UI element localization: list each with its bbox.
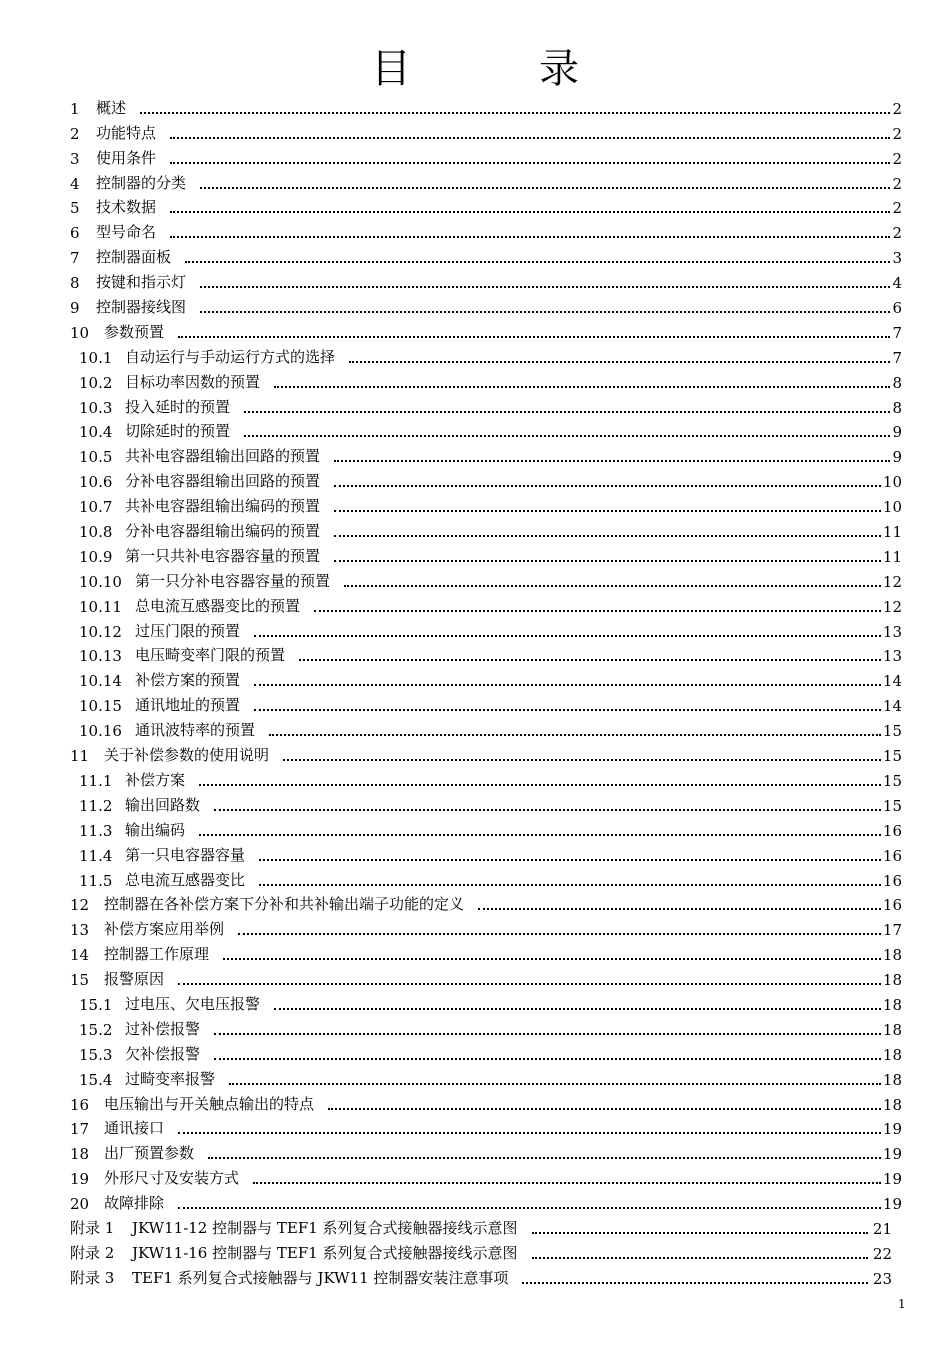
toc-entry-page: 18 <box>882 1045 902 1064</box>
toc-entry[interactable] <box>70 1163 902 1188</box>
dot-leader <box>214 1048 881 1060</box>
toc-entry-page: 19 <box>882 1195 902 1214</box>
toc-entry[interactable] <box>70 1138 902 1163</box>
toc-entry[interactable] <box>70 964 902 989</box>
toc-entry-number: 14 <box>70 946 90 965</box>
dot-leader <box>170 152 890 164</box>
toc-entry-number: 10.15 <box>79 697 122 716</box>
toc-entry-number: 10.5 <box>79 448 113 467</box>
toc-entry-page: 18 <box>882 946 902 965</box>
toc-entry[interactable] <box>70 417 902 442</box>
toc-entry[interactable] <box>70 715 902 740</box>
dot-leader <box>253 1172 881 1184</box>
toc-entry-number: 附录 2 <box>70 1243 115 1262</box>
toc-entry-number: 11.3 <box>79 821 113 840</box>
dot-leader <box>334 500 881 512</box>
toc-entry-page: 9 <box>892 448 902 467</box>
toc-entry-number: 1 <box>70 99 80 118</box>
toc-entry[interactable] <box>70 242 902 267</box>
toc-entry[interactable] <box>70 1089 902 1114</box>
toc-entry-label: 电压输出与开关触点输出的特点 <box>104 1094 315 1113</box>
dot-leader <box>214 799 881 811</box>
toc-entry-number: 10.1 <box>79 348 113 367</box>
dot-leader <box>254 699 881 711</box>
toc-entry-label: 欠补偿报警 <box>125 1044 201 1063</box>
toc-entry[interactable] <box>70 591 902 616</box>
toc-entry[interactable] <box>70 1213 902 1238</box>
toc-entry-page: 10 <box>882 473 902 492</box>
dot-leader <box>244 401 890 413</box>
dot-leader <box>140 102 890 114</box>
toc-entry-label: 输出回路数 <box>125 795 201 814</box>
dot-leader <box>532 1222 868 1234</box>
toc-entry-label: 第一只分补电容器容量的预置 <box>135 571 331 590</box>
dot-leader <box>208 1147 881 1159</box>
toc-entry-label: 第一只电容器容量 <box>125 845 246 864</box>
toc-entry-page: 15 <box>882 747 902 766</box>
dot-leader <box>283 749 881 761</box>
toc-entry-label: 参数预置 <box>104 322 165 341</box>
toc-entry-page: 9 <box>892 423 902 442</box>
toc-entry[interactable] <box>70 641 902 666</box>
dot-leader <box>199 824 881 836</box>
table-of-contents <box>70 93 902 1288</box>
toc-entry-page: 19 <box>882 1120 902 1139</box>
toc-entry-label: 电压畸变率门限的预置 <box>135 646 286 665</box>
page-number: 1 <box>898 1297 906 1311</box>
dot-leader <box>170 127 890 139</box>
toc-entry-number: 15.1 <box>79 995 113 1014</box>
toc-entry-page: 10 <box>882 498 902 517</box>
toc-entry[interactable] <box>70 143 902 168</box>
toc-entry[interactable] <box>70 1064 902 1089</box>
toc-entry-label: TEF1 系列复合式接触器与 JKW11 控制器安装注意事项 <box>132 1268 509 1287</box>
toc-entry-number: 15.4 <box>79 1070 113 1089</box>
toc-entry-label: 按键和指示灯 <box>96 273 187 292</box>
toc-entry-number: 10.14 <box>79 672 122 691</box>
toc-entry[interactable] <box>70 616 902 641</box>
toc-entry[interactable] <box>70 541 902 566</box>
toc-entry-page: 8 <box>892 398 902 417</box>
toc-entry-number: 15 <box>70 971 90 990</box>
toc-entry-label: 关于补偿参数的使用说明 <box>104 746 270 765</box>
dot-leader <box>274 376 890 388</box>
toc-entry-page: 12 <box>882 572 902 591</box>
toc-entry[interactable] <box>70 1039 902 1064</box>
dot-leader <box>344 575 881 587</box>
toc-entry-label: 共补电容器组输出回路的预置 <box>125 447 321 466</box>
toc-entry-number: 10.7 <box>79 498 113 517</box>
toc-entry-page: 15 <box>882 796 902 815</box>
toc-entry[interactable] <box>70 217 902 242</box>
toc-entry-number: 10.3 <box>79 398 113 417</box>
toc-entry[interactable] <box>70 392 902 417</box>
toc-entry[interactable] <box>70 865 902 890</box>
dot-leader <box>334 550 881 562</box>
toc-entry-label: 补偿方案的预置 <box>135 671 241 690</box>
toc-entry-label: 切除延时的预置 <box>125 422 231 441</box>
toc-entry-page: 21 <box>872 1219 892 1238</box>
toc-entry[interactable] <box>70 93 902 118</box>
toc-entry-page: 22 <box>872 1244 892 1263</box>
dot-leader <box>254 674 881 686</box>
dot-leader <box>259 849 881 861</box>
toc-entry-label: 目标功率因数的预置 <box>125 372 261 391</box>
toc-entry-number: 10 <box>70 323 90 342</box>
toc-entry-number: 11.2 <box>79 796 113 815</box>
dot-leader <box>238 923 881 935</box>
toc-entry-number: 4 <box>70 174 80 193</box>
toc-entry-page: 6 <box>892 299 902 318</box>
toc-entry-page: 8 <box>892 373 902 392</box>
dot-leader <box>170 226 890 238</box>
toc-entry-page: 11 <box>882 523 902 542</box>
toc-entry-label: JKW11-12 控制器与 TEF1 系列复合式接触器接线示意图 <box>132 1218 518 1237</box>
toc-entry[interactable] <box>70 914 902 939</box>
toc-entry-number: 10.6 <box>79 473 113 492</box>
toc-entry-number: 20 <box>70 1195 90 1214</box>
dot-leader <box>185 251 890 263</box>
toc-entry-number: 7 <box>70 249 80 268</box>
toc-entry-number: 11.5 <box>79 871 113 890</box>
toc-entry-page: 18 <box>882 995 902 1014</box>
toc-entry-number: 10.13 <box>79 647 122 666</box>
toc-entry[interactable] <box>70 815 902 840</box>
toc-entry-label: 外形尺寸及安装方式 <box>104 1169 240 1188</box>
toc-entry-page: 2 <box>892 174 902 193</box>
toc-entry-label: 控制器在各补偿方案下分补和共补输出端子功能的定义 <box>104 895 465 914</box>
toc-entry-number: 6 <box>70 224 80 243</box>
toc-entry-page: 7 <box>892 323 902 342</box>
toc-entry-number: 10.12 <box>79 622 122 641</box>
toc-entry-page: 12 <box>882 597 902 616</box>
toc-entry-label: 控制器接线图 <box>96 298 187 317</box>
toc-entry-label: 共补电容器组输出编码的预置 <box>125 497 321 516</box>
toc-entry-number: 2 <box>70 124 80 143</box>
toc-entry-number: 10.9 <box>79 547 113 566</box>
toc-entry[interactable] <box>70 267 902 292</box>
toc-entry-page: 7 <box>892 348 902 367</box>
toc-entry-label: 过电压、欠电压报警 <box>125 994 261 1013</box>
toc-entry-number: 16 <box>70 1095 90 1114</box>
toc-entry-page: 14 <box>882 697 902 716</box>
toc-entry[interactable] <box>70 292 902 317</box>
dot-leader <box>274 998 881 1010</box>
toc-entry[interactable] <box>70 168 902 193</box>
toc-entry[interactable] <box>70 740 902 765</box>
toc-entry-label: 投入延时的预置 <box>125 397 231 416</box>
toc-entry-label: 补偿方案 <box>125 770 186 789</box>
toc-entry[interactable] <box>70 516 902 541</box>
toc-entry-number: 10.2 <box>79 373 113 392</box>
toc-entry-page: 2 <box>892 224 902 243</box>
toc-entry-page: 18 <box>882 1095 902 1114</box>
toc-entry[interactable] <box>70 566 902 591</box>
toc-entry-page: 23 <box>872 1269 892 1288</box>
dot-leader <box>478 898 881 910</box>
toc-entry-number: 10.8 <box>79 523 113 542</box>
toc-entry-page: 16 <box>882 821 902 840</box>
toc-entry-label: 通讯波特率的预置 <box>135 721 256 740</box>
dot-leader <box>200 177 890 189</box>
toc-entry-label: 故障排除 <box>104 1194 165 1213</box>
dot-leader <box>178 1197 881 1209</box>
dot-leader <box>334 475 881 487</box>
dot-leader <box>334 525 881 537</box>
toc-entry-page: 18 <box>882 1070 902 1089</box>
toc-entry-label: 出厂预置参数 <box>104 1144 195 1163</box>
dot-leader <box>178 1122 881 1134</box>
toc-entry-page: 16 <box>882 846 902 865</box>
toc-entry-number: 9 <box>70 299 80 318</box>
toc-entry-label: 通讯地址的预置 <box>135 696 241 715</box>
toc-entry-number: 10.11 <box>79 597 122 616</box>
toc-entry[interactable] <box>70 765 902 790</box>
toc-entry[interactable] <box>70 491 902 516</box>
toc-entry-page: 2 <box>892 199 902 218</box>
toc-entry-label: JKW11-16 控制器与 TEF1 系列复合式接触器接线示意图 <box>132 1243 518 1262</box>
dot-leader <box>214 1023 881 1035</box>
toc-entry-label: 补偿方案应用举例 <box>104 920 225 939</box>
dot-leader <box>244 425 890 437</box>
toc-entry-label: 通讯接口 <box>104 1119 165 1138</box>
toc-entry-number: 附录 3 <box>70 1268 115 1287</box>
toc-entry-number: 18 <box>70 1145 90 1164</box>
toc-entry[interactable] <box>70 1238 902 1263</box>
dot-leader <box>178 326 890 338</box>
toc-entry-label: 报警原因 <box>104 970 165 989</box>
toc-entry-label: 使用条件 <box>96 148 157 167</box>
toc-entry-label: 型号命名 <box>96 223 157 242</box>
dot-leader <box>199 774 881 786</box>
toc-entry-number: 5 <box>70 199 80 218</box>
toc-entry-page: 19 <box>882 1145 902 1164</box>
toc-entry[interactable] <box>70 118 902 143</box>
toc-entry[interactable] <box>70 1014 902 1039</box>
toc-entry-number: 12 <box>70 896 90 915</box>
toc-entry[interactable] <box>70 193 902 218</box>
toc-entry-number: 11.4 <box>79 846 113 865</box>
toc-entry-label: 过压门限的预置 <box>135 621 241 640</box>
toc-entry-page: 4 <box>892 274 902 293</box>
toc-entry-number: 13 <box>70 921 90 940</box>
toc-entry-label: 分补电容器组输出回路的预置 <box>125 472 321 491</box>
toc-entry-label: 技术数据 <box>96 198 157 217</box>
toc-entry-label: 控制器面板 <box>96 248 172 267</box>
dot-leader <box>178 973 881 985</box>
dot-leader <box>259 874 881 886</box>
toc-entry-page: 11 <box>882 547 902 566</box>
toc-entry-number: 8 <box>70 274 80 293</box>
toc-entry[interactable] <box>70 890 902 915</box>
toc-entry[interactable] <box>70 840 902 865</box>
toc-entry-label: 自动运行与手动运行方式的选择 <box>125 347 336 366</box>
dot-leader <box>314 600 881 612</box>
toc-entry-page: 13 <box>882 622 902 641</box>
dot-leader <box>229 1073 881 1085</box>
toc-entry-number: 11.1 <box>79 771 113 790</box>
toc-entry-number: 10.16 <box>79 722 122 741</box>
toc-entry-page: 19 <box>882 1170 902 1189</box>
toc-entry-number: 附录 1 <box>70 1218 115 1237</box>
toc-entry-page: 16 <box>882 896 902 915</box>
toc-entry-label: 控制器的分类 <box>96 173 187 192</box>
toc-entry[interactable] <box>70 1188 902 1213</box>
dot-leader <box>334 450 890 462</box>
toc-entry[interactable] <box>70 441 902 466</box>
dot-leader <box>200 301 890 313</box>
toc-entry-page: 2 <box>892 99 902 118</box>
toc-entry[interactable] <box>70 466 902 491</box>
dot-leader <box>170 201 890 213</box>
toc-entry-page: 13 <box>882 647 902 666</box>
toc-entry-number: 10.4 <box>79 423 113 442</box>
dot-leader <box>522 1272 868 1284</box>
toc-entry-page: 15 <box>882 722 902 741</box>
toc-entry[interactable] <box>70 367 902 392</box>
dot-leader <box>349 351 890 363</box>
toc-entry-page: 15 <box>882 771 902 790</box>
toc-entry-page: 2 <box>892 149 902 168</box>
toc-entry[interactable] <box>70 1263 902 1288</box>
toc-entry-page: 17 <box>882 921 902 940</box>
toc-entry-label: 功能特点 <box>96 123 157 142</box>
toc-entry-label: 控制器工作原理 <box>104 945 210 964</box>
toc-entry-label: 过补偿报警 <box>125 1019 201 1038</box>
dot-leader <box>223 948 881 960</box>
toc-entry-number: 17 <box>70 1120 90 1139</box>
page-title: 目 录 <box>371 46 623 92</box>
toc-entry-label: 过畸变率报警 <box>125 1069 216 1088</box>
toc-entry-label: 分补电容器组输出编码的预置 <box>125 522 321 541</box>
toc-entry-label: 输出编码 <box>125 820 186 839</box>
toc-entry-page: 18 <box>882 971 902 990</box>
toc-entry-page: 16 <box>882 871 902 890</box>
toc-entry-number: 19 <box>70 1170 90 1189</box>
dot-leader <box>254 625 881 637</box>
toc-entry-number: 15.3 <box>79 1045 113 1064</box>
toc-entry[interactable] <box>70 665 902 690</box>
toc-entry[interactable] <box>70 317 902 342</box>
toc-entry[interactable] <box>70 939 902 964</box>
toc-entry-page: 18 <box>882 1020 902 1039</box>
dot-leader <box>269 724 881 736</box>
toc-entry[interactable] <box>70 790 902 815</box>
toc-entry[interactable] <box>70 690 902 715</box>
toc-entry-label: 总电流互感器变比 <box>125 870 246 889</box>
toc-entry[interactable] <box>70 1114 902 1139</box>
toc-entry-page: 2 <box>892 124 902 143</box>
toc-entry-label: 总电流互感器变比的预置 <box>135 596 301 615</box>
dot-leader <box>532 1247 868 1259</box>
toc-entry-page: 14 <box>882 672 902 691</box>
toc-entry-label: 概述 <box>96 98 127 117</box>
toc-entry-number: 15.2 <box>79 1020 113 1039</box>
toc-entry-page: 3 <box>892 249 902 268</box>
toc-entry-label: 第一只共补电容器容量的预置 <box>125 546 321 565</box>
toc-entry-number: 11 <box>70 747 90 766</box>
toc-entry-number: 3 <box>70 149 80 168</box>
toc-entry[interactable] <box>70 342 902 367</box>
dot-leader <box>200 276 890 288</box>
toc-entry-number: 10.10 <box>79 572 122 591</box>
dot-leader <box>299 649 881 661</box>
dot-leader <box>328 1098 881 1110</box>
toc-entry[interactable] <box>70 989 902 1014</box>
